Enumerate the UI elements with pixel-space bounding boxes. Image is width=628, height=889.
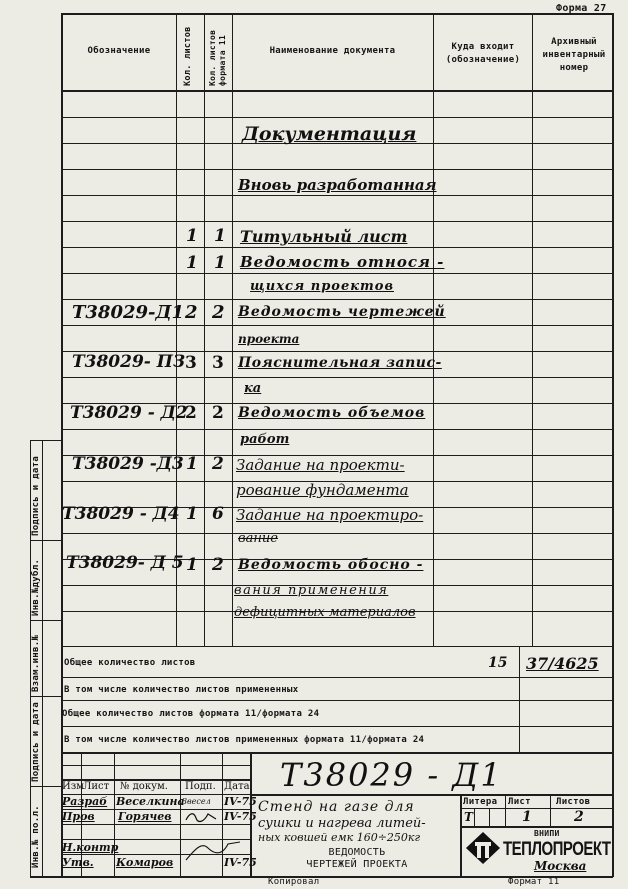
row5-code: Т38029 - Д2 — [70, 403, 188, 423]
header-included-in: Куда входит (обозначение) — [445, 42, 521, 65]
tb-document-code: Т38029 - Д1 — [280, 756, 503, 794]
total-sheets-label: Общее количество листов — [64, 658, 196, 668]
tb-name-developer: Веселкина — [116, 795, 185, 808]
row8-name-3: дефицитных материалов — [234, 605, 416, 620]
section-title: Документация — [242, 123, 417, 145]
row-line — [62, 221, 613, 222]
summary-line — [62, 726, 613, 727]
col-sep-3 — [232, 13, 233, 646]
org-small-name: ВНИПИ — [534, 829, 560, 838]
form-label: Форма 27 — [556, 3, 607, 14]
row7-name-2: вание — [238, 531, 278, 546]
subsection-title: Вновь разработанная — [238, 176, 437, 194]
tb-date-checker: IV-75 — [224, 810, 257, 823]
tb-role-approver: Утв. — [62, 856, 94, 869]
summary-line — [62, 677, 613, 678]
tb-doc-title-2: ЧЕРТЕЖЕЙ ПРОЕКТА — [306, 859, 408, 870]
tb-v-right — [460, 794, 462, 876]
row8-code: Т38029- Д 5 — [66, 553, 184, 573]
col-sep-1 — [176, 13, 177, 646]
col-sep-5 — [532, 13, 533, 646]
row6-name-1: Задание на проекти- — [236, 456, 405, 474]
row4-name-2: ка — [244, 381, 262, 396]
tb-v-right — [505, 794, 506, 826]
tb-signature-checker — [184, 810, 220, 824]
tb-col-sign: Подп. — [185, 781, 216, 792]
format-total-label: Общее количество листов формата 11/формата 24 — [62, 709, 320, 719]
tb-name-approver: Комаров — [116, 856, 174, 869]
row-line — [62, 299, 613, 300]
header-archive-no: Архивный инвентарный номер — [542, 37, 606, 73]
row4-sheets: 3 — [185, 353, 197, 373]
total-sheets-value: 15 — [488, 655, 508, 671]
footer-copied: Копировал — [268, 877, 320, 887]
tb-list-label: Лист — [508, 797, 531, 807]
row2-name-2: щихся проектов — [250, 279, 394, 294]
row8-name-1: Ведомость обосно - — [238, 557, 424, 573]
tb-desc-2: сушки и нагрева литей- — [258, 816, 426, 831]
org-city: Москва — [534, 859, 587, 873]
row-line — [62, 169, 613, 170]
tb-date-developer: IV-75 — [224, 795, 257, 808]
row2-sheets: 1 — [186, 253, 198, 273]
col-sep-2 — [204, 13, 205, 646]
row3-name-1: Ведомость чертежей — [238, 304, 446, 320]
side-label-sign-date-1: Подпись и дата — [31, 455, 41, 536]
row-line — [62, 247, 613, 248]
tb-v — [114, 752, 115, 876]
side-label-inv-orig: Инв.№ по.л. — [31, 805, 41, 868]
row6-code: Т38029 -Д3 — [72, 454, 184, 474]
tb-date-approver: IV-75 — [224, 856, 257, 869]
row5-sheets: 2 — [185, 403, 197, 423]
tb-h-right — [460, 826, 613, 828]
side-divider — [30, 440, 61, 441]
tb-h — [62, 824, 250, 825]
tb-col-doc: № докум. — [120, 781, 168, 792]
tb-lists-value: 2 — [574, 809, 584, 825]
tb-v-right — [489, 808, 490, 826]
row3-sheets: 2 — [185, 302, 198, 323]
side-label-vzam-inv: Взам.инв.№ — [31, 634, 41, 692]
tb-sign-developer: Звесел — [182, 797, 211, 806]
tb-v-right — [550, 794, 551, 826]
row6-sheets: 1 — [186, 454, 198, 474]
row7-sheets: 1 — [186, 504, 198, 524]
footer-format: Формат 11 — [508, 877, 560, 887]
side-label-inv-dupl: Инв.№дубл. — [31, 558, 41, 616]
summary-bottom — [62, 752, 613, 754]
row-line — [62, 195, 613, 196]
tb-doc-title-1: ВЕДОМОСТЬ — [328, 847, 386, 858]
row1-sheets: 1 — [186, 226, 198, 246]
row2-fmt: 1 — [214, 253, 226, 273]
tb-h — [62, 765, 250, 766]
tb-lists-label: Листов — [556, 797, 591, 807]
row5-fmt: 2 — [212, 403, 224, 423]
row4-fmt: 3 — [212, 353, 224, 373]
frame-top — [62, 13, 613, 15]
tb-h-right — [460, 808, 613, 809]
row-line — [62, 377, 613, 378]
row5-name-1: Ведомость объемов — [238, 405, 426, 421]
org-main-name: ТЕПЛОПРОЕКТ — [503, 838, 611, 861]
format-applied-label: В том числе количество листов примененных формата 11/формата 24 — [64, 735, 425, 745]
tb-litera-value: Т — [464, 810, 473, 824]
row4-code: Т38029- ПЗ — [72, 352, 186, 372]
header-document-name: Наименование документа — [269, 46, 396, 56]
tb-code-divider — [250, 794, 613, 796]
header-sheets-format-text: Кол. листов формата 11 — [208, 29, 227, 86]
row-line — [62, 646, 613, 647]
tb-desc-3: ных ковшей емк 160÷250кг — [258, 831, 421, 844]
row4-name-1: Пояснительная запис- — [238, 355, 442, 371]
header-divider — [62, 90, 613, 92]
side-label-sign-date-2: Подпись и дата — [31, 701, 41, 782]
row-line — [62, 117, 613, 118]
summary-line — [62, 700, 613, 701]
total-sheets-archive: 37/4625 — [526, 654, 599, 673]
row6-name-2: рование фундамента — [236, 481, 409, 499]
row3-fmt: 2 — [212, 302, 225, 323]
tb-v — [180, 752, 181, 876]
tb-col-list: Лист — [83, 781, 110, 792]
tb-role-checker: Пров — [62, 810, 95, 823]
row6-fmt: 2 — [212, 454, 224, 474]
tb-col-izm: Изм — [62, 781, 84, 792]
tb-litera-label: Литера — [463, 797, 498, 807]
header-sheets-count: Кол. листов — [183, 26, 193, 86]
row-line — [62, 273, 613, 274]
tb-v-right — [474, 808, 475, 826]
tb-desc-1: Стенд на газе для — [258, 799, 415, 815]
side-strip-inner-line — [42, 440, 43, 876]
row1-name: Титульный лист — [240, 227, 408, 246]
row-line — [62, 325, 613, 326]
applied-label: В том числе количество листов примененных — [64, 685, 299, 695]
header-designation: Обозначение — [87, 46, 151, 56]
row8-name-2: вания применения — [234, 583, 389, 598]
side-divider — [30, 540, 61, 541]
side-divider — [30, 786, 61, 787]
row8-fmt: 2 — [212, 555, 224, 575]
row1-fmt: 1 — [214, 226, 226, 246]
side-divider — [30, 696, 61, 697]
row8-sheets: 1 — [186, 555, 198, 575]
row3-name-2: проекта — [238, 332, 300, 346]
tb-list-value: 1 — [522, 809, 532, 825]
row5-name-2: работ — [240, 432, 290, 447]
row3-code: Т38029-Д1 — [72, 302, 185, 323]
tb-col-date: Дата — [224, 781, 250, 792]
row-line — [62, 429, 613, 430]
tb-name-checker: Горячев — [118, 810, 172, 823]
tb-role-normcontrol: Н.контр — [62, 841, 119, 854]
header-sheets-format — [204, 14, 232, 90]
row7-fmt: 6 — [212, 504, 224, 524]
row2-name-1: Ведомость относя - — [240, 253, 445, 271]
row7-code: Т38029 - Д4 — [62, 504, 180, 524]
side-divider — [30, 620, 61, 621]
row7-name-1: Задание на проектиро- — [236, 506, 424, 524]
summary-sep-1 — [519, 646, 520, 752]
col-sep-4 — [433, 13, 434, 646]
row-line — [62, 533, 613, 534]
org-logo-icon — [464, 830, 502, 866]
tb-role-developer: Разраб — [62, 795, 108, 808]
